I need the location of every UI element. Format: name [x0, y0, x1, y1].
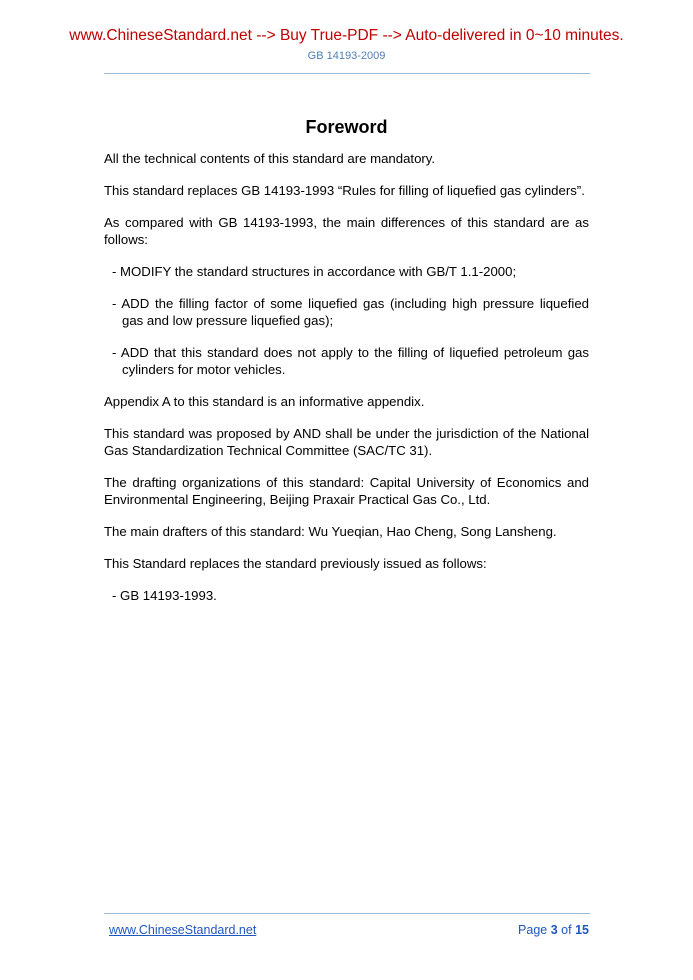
list-item: - GB 14193-1993. [112, 588, 217, 603]
document-id: GB 14193-2009 [307, 50, 386, 62]
paragraph-previous: This Standard replaces the standard previously issued as follows: [104, 556, 487, 571]
page-of: of [561, 923, 572, 937]
list-item: - MODIFY the standard structures in accordance with GB/T 1.1-2000; [112, 264, 517, 279]
paragraph-drafting-orgs: The drafting organizations of this standard: Capital University of Economics and Environmental Engineering, Beijing Praxair Practical Gas Co., Ltd. [104, 475, 589, 507]
header-banner[interactable]: www.ChineseStandard.net --> Buy True-PDF --> Auto-delivered in 0~10 minutes. [69, 27, 624, 44]
paragraph-replaces: This standard replaces GB 14193-1993 “Rules for filling of liquefied gas cylinders”. [104, 183, 585, 198]
page-title: Foreword [305, 117, 388, 137]
page-number [518, 923, 589, 937]
paragraph-drafters: The main drafters of this standard: Wu Yueqian, Hao Cheng, Song Lansheng. [104, 524, 557, 539]
list-item: - ADD that this standard does not apply to the filling of liquefied petroleum gas cylinders for motor vehicles. [112, 345, 589, 377]
header-divider [104, 73, 590, 74]
paragraph-proposed: This standard was proposed by AND shall be under the jurisdiction of the National Gas Standardization Technical Committee (SAC/TC 31). [104, 426, 589, 458]
page-total: 15 [575, 923, 589, 937]
list-item: - ADD the filling factor of some liquefied gas (including high pressure liquefied gas and low pressure liquefied gas); [112, 296, 589, 328]
footer-divider [104, 913, 590, 914]
page-current: 3 [550, 923, 558, 937]
footer-website-link[interactable]: www.ChineseStandard.net [109, 923, 257, 937]
paragraph-appendix: Appendix A to this standard is an informative appendix. [104, 394, 425, 409]
document-body [104, 150, 589, 619]
page-label: Page [518, 923, 548, 937]
paragraph-differences: As compared with GB 14193-1993, the main differences of this standard are as follows: [104, 215, 589, 247]
paragraph-mandatory: All the technical contents of this standard are mandatory. [104, 151, 436, 166]
